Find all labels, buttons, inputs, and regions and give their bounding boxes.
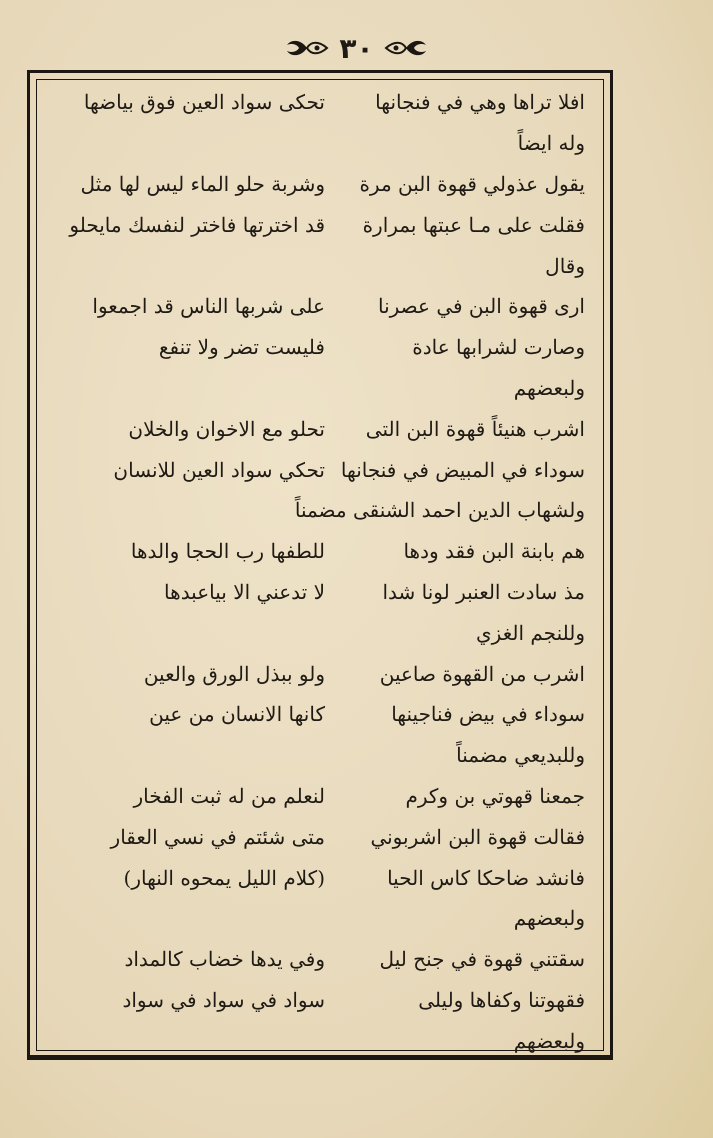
hemistich-first: يقول عذولي قهوة البن مرة bbox=[359, 171, 585, 196]
verse-line bbox=[55, 408, 585, 449]
verse-line bbox=[55, 572, 585, 613]
hemistich-second: (كلام الليل يمحوه النهار) bbox=[123, 865, 325, 890]
heading-text: ولشهاب الدين احمد الشنقى مضمناً bbox=[294, 498, 585, 523]
hemistich-second: تحلو مع الاخوان والخلان bbox=[128, 416, 325, 441]
hemistich-second: لا تدعني الا بياعبدها bbox=[164, 579, 325, 604]
verse-line bbox=[55, 980, 585, 1021]
heading-text: وقال bbox=[545, 253, 585, 278]
hemistich-first: فقهوتنا وكفاها وليلى bbox=[418, 987, 585, 1012]
verse-line bbox=[55, 327, 585, 368]
ornament-right-icon bbox=[384, 37, 430, 59]
ornament-left-icon bbox=[283, 37, 329, 59]
hemistich-first: وصارت لشرابها عادة bbox=[412, 335, 585, 360]
heading-text: ولبعضهم bbox=[513, 375, 585, 400]
hemistich-second: فليست تضر ولا تنفع bbox=[158, 335, 325, 360]
hemistich-second: وشربة حلو الماء ليس لها مثل bbox=[80, 171, 325, 196]
attribution-heading bbox=[55, 368, 585, 409]
verse-line bbox=[55, 857, 585, 898]
hemistich-first: اشرب هنيئاً قهوة البن التى bbox=[365, 416, 585, 441]
verse-line bbox=[55, 204, 585, 245]
heading-text: ولبعضهم bbox=[513, 906, 585, 931]
heading-text: وله ايضاً bbox=[517, 131, 585, 156]
hemistich-second: سواد في سواد في سواد bbox=[122, 987, 325, 1012]
page-number: ٣٠ bbox=[339, 31, 374, 65]
heading-text: ولبعضهم bbox=[513, 1028, 585, 1053]
attribution-heading bbox=[55, 735, 585, 776]
hemistich-first: ارى قهوة البن في عصرنا bbox=[377, 294, 585, 319]
hemistich-second: وفي يدها خضاب كالمداد bbox=[124, 947, 325, 972]
hemistich-second: للطفها رب الحجا والدها bbox=[130, 539, 325, 564]
attribution-heading bbox=[55, 123, 585, 164]
hemistich-first: مذ سادت العنبر لونا شدا bbox=[382, 579, 585, 604]
poem-body bbox=[55, 82, 585, 1061]
verse-line bbox=[55, 694, 585, 735]
verse-line bbox=[55, 776, 585, 817]
verse-line bbox=[55, 449, 585, 490]
heading-text: وللنجم الغزي bbox=[476, 620, 585, 645]
page-header bbox=[0, 28, 713, 68]
verse-line bbox=[55, 939, 585, 980]
hemistich-first: جمعنا قهوتي بن وكرم bbox=[405, 783, 585, 808]
verse-line bbox=[55, 164, 585, 205]
hemistich-first: فقالت قهوة البن اشربوني bbox=[370, 824, 585, 849]
hemistich-first: سوداء في المبيض في فنجانها bbox=[340, 457, 585, 482]
verse-line bbox=[55, 531, 585, 572]
attribution-heading bbox=[55, 245, 585, 286]
hemistich-first: اشرب من القهوة صاعين bbox=[379, 661, 585, 686]
hemistich-second: قد اخترتها فاختر لنفسك مايحلو bbox=[69, 212, 325, 237]
hemistich-second: متى شئتم في نسي العقار bbox=[110, 824, 325, 849]
verse-line bbox=[55, 82, 585, 123]
hemistich-second: ولو ببذل الورق والعين bbox=[143, 661, 325, 686]
verse-line bbox=[55, 653, 585, 694]
hemistich-second: كانها الانسان من عين bbox=[149, 702, 325, 727]
hemistich-second: تحكى سواد العين فوق بياضها bbox=[83, 90, 325, 115]
verse-line bbox=[55, 816, 585, 857]
verse-line bbox=[55, 286, 585, 327]
hemistich-first: فانشد ضاحكا كاس الحيا bbox=[387, 865, 585, 890]
hemistich-second: على شربها الناس قد اجمعوا bbox=[92, 294, 325, 319]
attribution-heading bbox=[55, 490, 585, 531]
hemistich-first: افلا تراها وهي في فنجانها bbox=[375, 90, 585, 115]
hemistich-first: سوداء في بيض فناجينها bbox=[391, 702, 585, 727]
attribution-heading bbox=[55, 612, 585, 653]
heading-text: وللبديعي مضمناً bbox=[456, 743, 585, 768]
hemistich-first: سقتني قهوة في جنح ليل bbox=[379, 947, 585, 972]
hemistich-second: تحكي سواد العين للانسان bbox=[113, 457, 325, 482]
hemistich-first: هم بابنة البن فقد ودها bbox=[403, 539, 585, 564]
hemistich-first: فقلت على مـا عبتها بمرارة bbox=[362, 212, 585, 237]
attribution-heading bbox=[55, 898, 585, 939]
hemistich-second: لنعلم من له ثبت الفخار bbox=[133, 783, 325, 808]
attribution-heading bbox=[55, 1020, 585, 1061]
